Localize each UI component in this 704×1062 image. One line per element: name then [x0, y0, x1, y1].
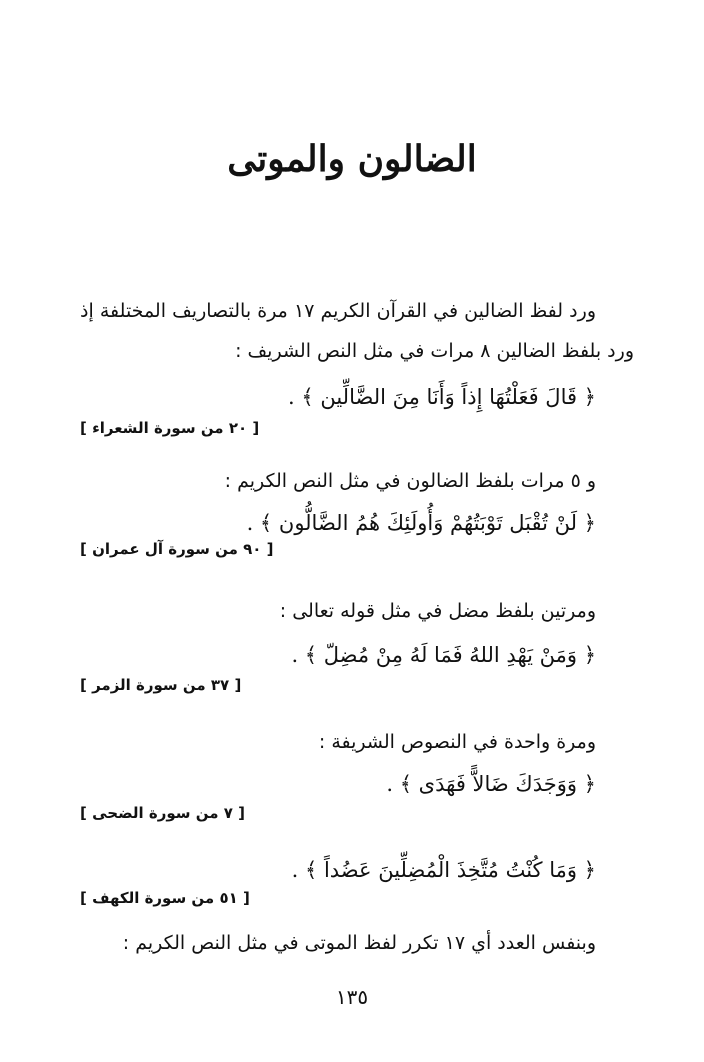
verse-reference: [ ٩٠ من سورة آل عمران ]	[80, 540, 274, 558]
verse-reference: [ ٣٧ من سورة الزمر ]	[80, 676, 242, 694]
paragraph-line: ورد بلفظ الضالين ٨ مرات في مثل النص الشريف :	[235, 340, 634, 362]
paragraph-line: ومرتين بلفظ مضل في مثل قوله تعالى :	[279, 600, 596, 622]
chapter-title: الضالون والموتى	[227, 138, 477, 180]
paragraph-line: و ٥ مرات بلفظ الضالون في مثل النص الكريم :	[224, 470, 596, 492]
paragraph-line: وبنفس العدد أي ١٧ تكرر لفظ الموتى في مثل النص الكريم :	[122, 932, 596, 954]
verse-reference: [ ٥١ من سورة الكهف ]	[80, 889, 250, 907]
quran-verse: ﴿ وَمَا كُنْتُ مُتَّخِذَ الْمُضِلِّينَ عَضُداً ﴾ .	[291, 858, 596, 882]
quran-verse: ﴿ لَنْ تُقْبَل تَوْبَتُهُمْ وَأُولَئِكَ هُمُ الضَّالُّون ﴾ .	[246, 511, 596, 535]
verse-reference: [ ٢٠ من سورة الشعراء ]	[80, 419, 260, 437]
quran-verse: ﴿ وَوَجَدَكَ ضَالاًّ فَهَدَى ﴾ .	[386, 772, 596, 796]
verse-reference: [ ٧ من سورة الضحى ]	[80, 804, 245, 822]
quran-verse: ﴿ وَمَنْ يَهْدِ اللهُ فَمَا لَهُ مِنْ مُضِلّ ﴾ .	[291, 643, 596, 667]
paragraph-line: ورد لفظ الضالين في القرآن الكريم ١٧ مرة بالتصاريف المختلفة إذ	[80, 300, 596, 322]
quran-verse: ﴿ قَالَ فَعَلْتُهَا إِذاً وَأَنَا مِنَ الضَّالِّين ﴾ .	[288, 385, 596, 409]
paragraph-line: ومرة واحدة في النصوص الشريفة :	[318, 731, 596, 753]
page-number: ١٣٥	[335, 985, 369, 1009]
